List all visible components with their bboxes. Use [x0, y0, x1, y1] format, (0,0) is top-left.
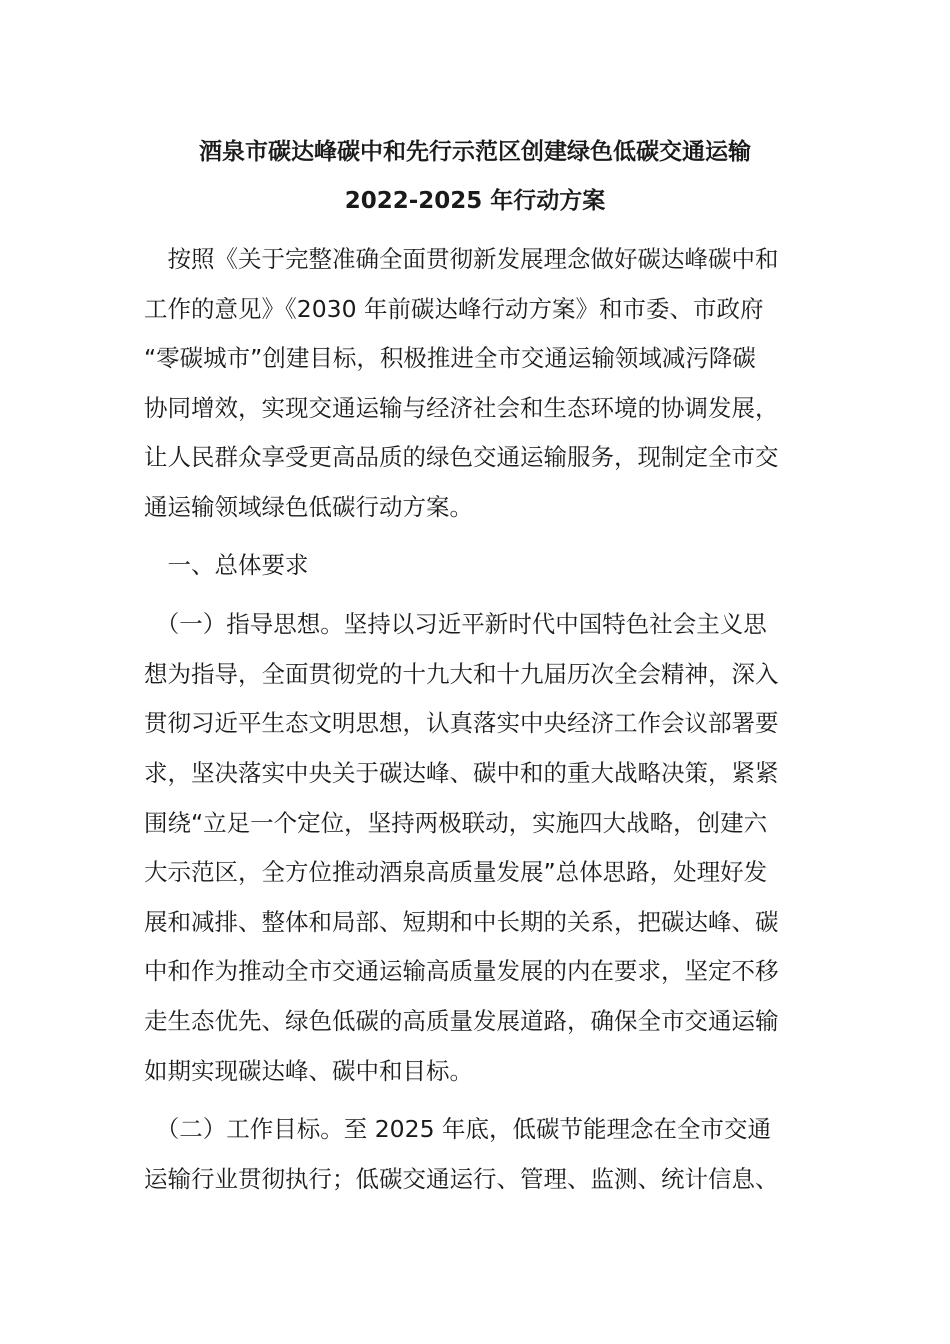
document-title-line-1: 酒泉市碳达峰碳中和先行示范区创建绿色低碳交通运输: [199, 139, 751, 165]
body-text-line: 中和作为推动全市交通运输高质量发展的内在要求，坚定不移: [144, 957, 779, 985]
body-text-line: 贯彻习近平生态文明思想，认真落实中央经济工作会议部署要: [144, 709, 779, 737]
body-text-line: 让人民群众享受更高品质的绿色交通运输服务，现制定全市交: [144, 443, 779, 471]
body-text-line: 协同增效，实现交通运输与经济社会和生态环境的协调发展，: [144, 394, 779, 422]
body-text-line: （二）工作目标。至 2025 年底，低碳节能理念在全市交通: [144, 1115, 771, 1143]
body-text-line: 求，坚决落实中央关于碳达峰、碳中和的重大战略决策，紧紧: [144, 759, 779, 787]
body-text-line: 想为指导，全面贯彻党的十九大和十九届历次全会精神，深入: [144, 660, 779, 688]
body-text-line: 工作的意见》《2030 年前碳达峰行动方案》和市委、市政府: [144, 295, 764, 323]
document-title-line-2: 2022-2025 年行动方案: [344, 188, 606, 214]
body-text-line: 如期实现碳达峰、碳中和目标。: [144, 1057, 473, 1085]
body-text-line: “零碳城市”创建目标，积极推进全市交通运输领域减污降碳: [144, 344, 756, 372]
body-text-line: 围绕“立足一个定位，坚持两极联动，实施四大战略，创建六: [144, 809, 768, 837]
body-text-line: 按照《关于完整准确全面贯彻新发展理念做好碳达峰碳中和: [144, 245, 779, 273]
section-heading: 一、总体要求: [144, 551, 309, 579]
body-text-line: 展和减排、整体和局部、短期和中长期的关系，把碳达峰、碳: [144, 908, 779, 936]
body-text-line: （一）指导思想。坚持以习近平新时代中国特色社会主义思: [144, 610, 767, 638]
body-text-line: 运输行业贯彻执行；低碳交通运行、管理、监测、统计信息、: [144, 1165, 779, 1193]
body-text-line: 走生态优先、绿色低碳的高质量发展道路，确保全市交通运输: [144, 1007, 779, 1035]
body-text-line: 大示范区，全方位推动酒泉高质量发展”总体思路，处理好发: [144, 858, 768, 886]
body-text-line: 通运输领域绿色低碳行动方案。: [144, 493, 473, 521]
